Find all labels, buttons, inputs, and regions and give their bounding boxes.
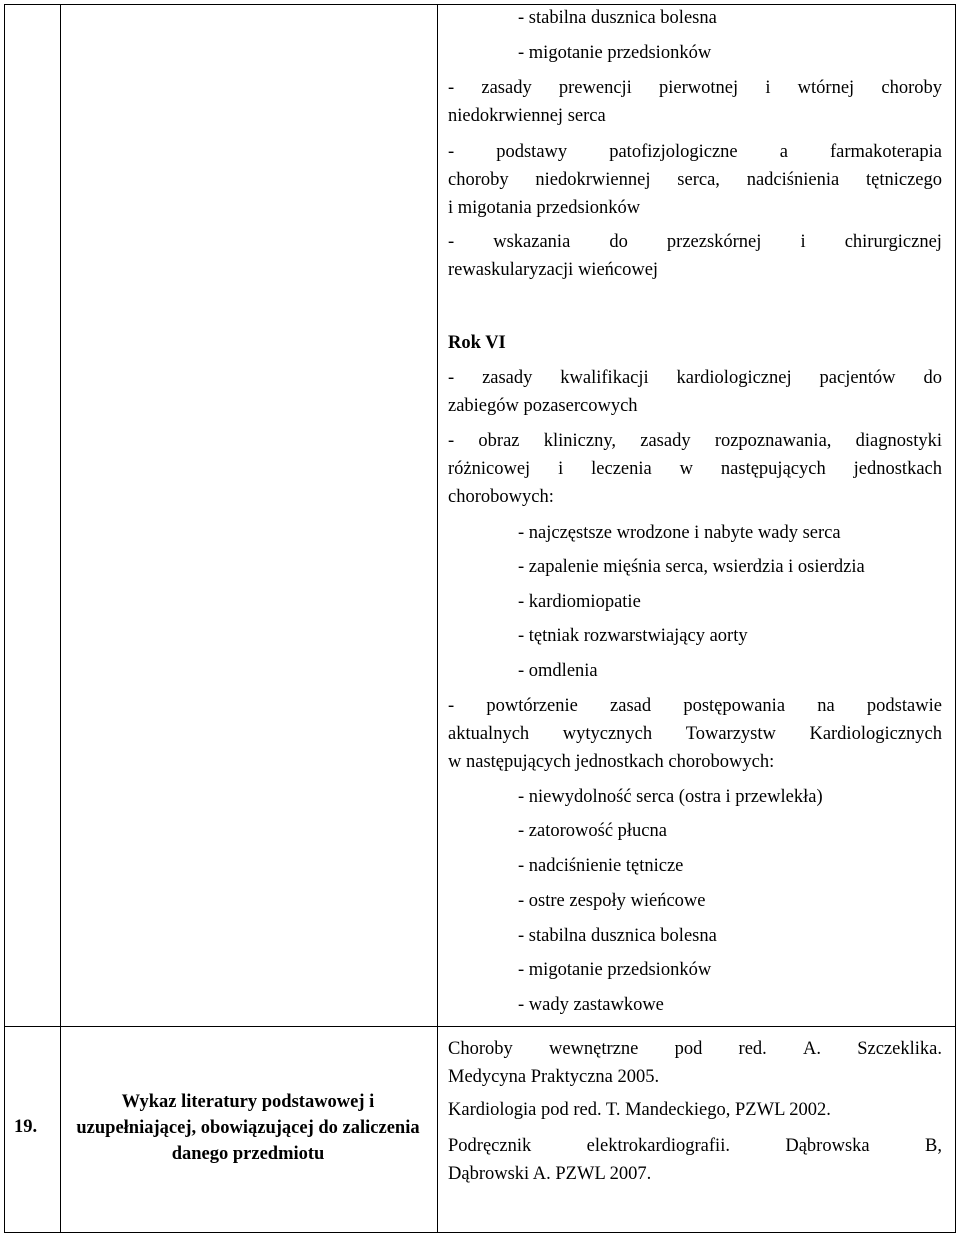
list-item: - zapalenie mięśnia serca, wsierdzia i osierdzia [518,557,865,577]
table-row-divider [4,1026,956,1027]
topic-line: - stabilna dusznica bolesna [518,8,717,28]
table-border-bottom [4,1232,956,1233]
topic-line: - migotanie przedsionków [518,43,712,63]
table-border-top [4,4,956,5]
reference-line: Kardiologia pod red. T. Mandeckiego, PZWL 2002. [448,1100,831,1120]
list-item: - zatorowość płucna [518,821,667,841]
topic-line-justified: aktualnych wytycznych Towarzystw Kardiologicznych [448,724,942,744]
table-border-left [4,4,5,1233]
row-number: 19. [14,1117,38,1137]
reference-line-justified: Podręcznik elektrokardiografii. Dąbrowska B, [448,1136,942,1156]
list-item: - ostre zespoły wieńcowe [518,891,706,911]
topic-line: rewaskularyzacji wieńcowej [448,260,659,280]
topic-line-justified: choroby niedokrwiennej serca, nadciśnienia tętniczego [448,170,942,190]
topic-line: w następujących jednostkach chorobowych: [448,752,775,772]
reference-line: Dąbrowski A. PZWL 2007. [448,1164,652,1184]
table-border-right [955,4,956,1233]
year-heading: Rok VI [448,333,506,353]
list-item: - omdlenia [518,661,598,681]
topic-line: zabiegów pozasercowych [448,396,638,416]
list-item: - wady zastawkowe [518,995,664,1015]
list-item: - tętniak rozwarstwiający aorty [518,626,748,646]
list-item: - migotanie przedsionków [518,960,712,980]
list-item: - niewydolność serca (ostra i przewlekła) [518,787,823,807]
list-item: - nadciśnienie tętnicze [518,856,684,876]
topic-line-justified: - podstawy patofizjologiczne a farmakoterapia [448,142,942,162]
list-item: - najczęstsze wrodzone i nabyte wady serca [518,523,841,543]
topic-line: i migotania przedsionków [448,198,641,218]
topic-line-justified: - wskazania do przezskórnej i chirurgicznej [448,232,942,252]
topic-line-justified: różnicowej i leczenia w następujących jednostkach [448,459,942,479]
list-item: - stabilna dusznica bolesna [518,926,717,946]
topic-line-justified: - powtórzenie zasad postępowania na podstawie [448,696,942,716]
reference-line: Medycyna Praktyczna 2005. [448,1067,660,1087]
row-label: Wykaz literatury podstawowej i uzupełniającej, obowiązującej do zaliczenia danego przedmiotu [76,1092,420,1164]
topic-line-justified: - zasady prewencji pierwotnej i wtórnej choroby [448,78,942,98]
table-border-col1 [60,4,61,1233]
list-item: - kardiomiopatie [518,592,641,612]
topic-line-justified: - obraz kliniczny, zasady rozpoznawania, diagnostyki [448,431,942,451]
table-border-col2 [437,4,438,1233]
topic-line: chorobowych: [448,487,554,507]
topic-line-justified: - zasady kwalifikacji kardiologicznej pacjentów do [448,368,942,388]
topic-line: niedokrwiennej serca [448,106,606,126]
reference-line-justified: Choroby wewnętrzne pod red. A. Szczeklika. [448,1039,942,1059]
